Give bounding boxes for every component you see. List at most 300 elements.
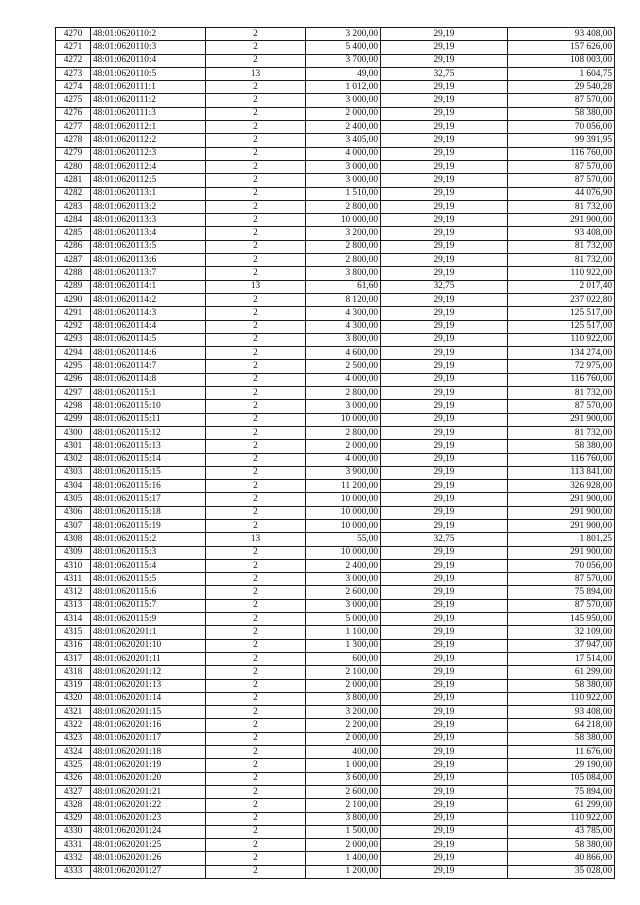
rate-value-cell: 29,19 <box>381 453 508 466</box>
cadastral-number-cell: 48:01:0620115:17 <box>91 493 206 506</box>
cadastral-number-cell: 48:01:0620110:2 <box>91 28 206 41</box>
category-code-cell: 2 <box>206 293 306 306</box>
category-code-cell: 2 <box>206 440 306 453</box>
area-value-cell: 10 000,00 <box>306 214 381 227</box>
cadastral-number-cell: 48:01:0620201:27 <box>91 865 206 878</box>
area-value-cell: 11 200,00 <box>306 480 381 493</box>
category-code-cell: 2 <box>206 692 306 705</box>
cadastral-number-cell: 48:01:0620115:16 <box>91 480 206 493</box>
category-code-cell: 2 <box>206 719 306 732</box>
area-value-cell: 10 000,00 <box>306 413 381 426</box>
row-number-cell: 4277 <box>56 121 91 134</box>
rate-value-cell: 29,19 <box>381 81 508 94</box>
rate-value-cell: 29,19 <box>381 200 508 213</box>
cadastral-value-cell: 81 732,00 <box>508 254 615 267</box>
rate-value-cell: 29,19 <box>381 134 508 147</box>
table-row <box>56 559 615 572</box>
table-row <box>56 160 615 173</box>
area-value-cell: 2 000,00 <box>306 732 381 745</box>
table-row <box>56 746 615 759</box>
cadastral-number-cell: 48:01:0620201:12 <box>91 666 206 679</box>
cadastral-value-cell: 125 517,00 <box>508 320 615 333</box>
category-code-cell: 2 <box>206 41 306 54</box>
row-number-cell: 4270 <box>56 28 91 41</box>
cadastral-number-cell: 48:01:0620201:19 <box>91 759 206 772</box>
row-number-cell: 4307 <box>56 519 91 532</box>
row-number-cell: 4289 <box>56 280 91 293</box>
rate-value-cell: 29,19 <box>381 174 508 187</box>
area-value-cell: 3 900,00 <box>306 466 381 479</box>
cadastral-number-cell: 48:01:0620112:3 <box>91 147 206 160</box>
table-row <box>56 94 615 107</box>
rate-value-cell: 29,19 <box>381 613 508 626</box>
area-value-cell: 1 012,00 <box>306 81 381 94</box>
cadastral-number-cell: 48:01:0620114:2 <box>91 293 206 306</box>
rate-value-cell: 29,19 <box>381 639 508 652</box>
table-row <box>56 440 615 453</box>
table-row <box>56 400 615 413</box>
table-row <box>56 639 615 652</box>
row-number-cell: 4330 <box>56 825 91 838</box>
area-value-cell: 2 000,00 <box>306 839 381 852</box>
table-row <box>56 453 615 466</box>
rate-value-cell: 29,19 <box>381 347 508 360</box>
table-row <box>56 333 615 346</box>
rate-value-cell: 29,19 <box>381 519 508 532</box>
category-code-cell: 2 <box>206 639 306 652</box>
table-row <box>56 825 615 838</box>
table-row <box>56 533 615 546</box>
cadastral-number-cell: 48:01:0620201:10 <box>91 639 206 652</box>
cadastral-value-cell: 61 299,00 <box>508 666 615 679</box>
cadastral-number-cell: 48:01:0620201:14 <box>91 692 206 705</box>
cadastral-number-cell: 48:01:0620115:10 <box>91 400 206 413</box>
row-number-cell: 4275 <box>56 94 91 107</box>
rate-value-cell: 29,19 <box>381 41 508 54</box>
cadastral-value-cell: 108 003,00 <box>508 54 615 67</box>
cadastral-value-cell: 134 274,00 <box>508 347 615 360</box>
cadastral-value-cell: 87 570,00 <box>508 573 615 586</box>
rate-value-cell: 29,19 <box>381 706 508 719</box>
area-value-cell: 8 120,00 <box>306 293 381 306</box>
row-number-cell: 4329 <box>56 812 91 825</box>
cadastral-value-cell: 58 380,00 <box>508 440 615 453</box>
rate-value-cell: 29,19 <box>381 94 508 107</box>
category-code-cell: 2 <box>206 613 306 626</box>
category-code-cell: 2 <box>206 732 306 745</box>
row-number-cell: 4297 <box>56 387 91 400</box>
row-number-cell: 4308 <box>56 533 91 546</box>
cadastral-value-cell: 105 084,00 <box>508 772 615 785</box>
row-number-cell: 4325 <box>56 759 91 772</box>
row-number-cell: 4310 <box>56 559 91 572</box>
cadastral-value-cell: 32 109,00 <box>508 626 615 639</box>
table-row <box>56 347 615 360</box>
category-code-cell: 2 <box>206 480 306 493</box>
category-code-cell: 2 <box>206 373 306 386</box>
table-row <box>56 772 615 785</box>
rate-value-cell: 29,19 <box>381 852 508 865</box>
cadastral-number-cell: 48:01:0620115:13 <box>91 440 206 453</box>
row-number-cell: 4285 <box>56 227 91 240</box>
category-code-cell: 2 <box>206 772 306 785</box>
area-value-cell: 3 200,00 <box>306 706 381 719</box>
cadastral-value-cell: 81 732,00 <box>508 426 615 439</box>
area-value-cell: 3 600,00 <box>306 772 381 785</box>
table-body <box>56 28 615 879</box>
category-code-cell: 2 <box>206 493 306 506</box>
category-code-cell: 2 <box>206 586 306 599</box>
cadastral-value-cell: 291 900,00 <box>508 506 615 519</box>
area-value-cell: 4 600,00 <box>306 347 381 360</box>
cadastral-number-cell: 48:01:0620112:5 <box>91 174 206 187</box>
category-code-cell: 2 <box>206 626 306 639</box>
rate-value-cell: 29,19 <box>381 267 508 280</box>
table-row <box>56 41 615 54</box>
area-value-cell: 10 000,00 <box>306 519 381 532</box>
category-code-cell: 13 <box>206 533 306 546</box>
row-number-cell: 4301 <box>56 440 91 453</box>
table-row <box>56 240 615 253</box>
area-value-cell: 3 405,00 <box>306 134 381 147</box>
row-number-cell: 4291 <box>56 307 91 320</box>
category-code-cell: 13 <box>206 280 306 293</box>
area-value-cell: 2 100,00 <box>306 799 381 812</box>
category-code-cell: 2 <box>206 187 306 200</box>
table-row <box>56 387 615 400</box>
cadastral-number-cell: 48:01:0620201:13 <box>91 679 206 692</box>
row-number-cell: 4324 <box>56 746 91 759</box>
area-value-cell: 1 300,00 <box>306 639 381 652</box>
rate-value-cell: 29,19 <box>381 719 508 732</box>
rate-value-cell: 29,19 <box>381 586 508 599</box>
table-row <box>56 174 615 187</box>
table-row <box>56 599 615 612</box>
cadastral-value-cell: 110 922,00 <box>508 692 615 705</box>
row-number-cell: 4326 <box>56 772 91 785</box>
table-row <box>56 214 615 227</box>
category-code-cell: 2 <box>206 706 306 719</box>
area-value-cell: 3 200,00 <box>306 227 381 240</box>
table-row <box>56 692 615 705</box>
row-number-cell: 4319 <box>56 679 91 692</box>
row-number-cell: 4327 <box>56 785 91 798</box>
category-code-cell: 2 <box>206 466 306 479</box>
cadastral-number-cell: 48:01:0620113:3 <box>91 214 206 227</box>
row-number-cell: 4322 <box>56 719 91 732</box>
area-value-cell: 3 000,00 <box>306 599 381 612</box>
rate-value-cell: 29,19 <box>381 240 508 253</box>
cadastral-value-cell: 145 950,00 <box>508 613 615 626</box>
cadastral-value-cell: 110 922,00 <box>508 333 615 346</box>
cadastral-number-cell: 48:01:0620201:17 <box>91 732 206 745</box>
cadastral-number-cell: 48:01:0620201:24 <box>91 825 206 838</box>
cadastral-number-cell: 48:01:0620113:2 <box>91 200 206 213</box>
row-number-cell: 4321 <box>56 706 91 719</box>
table-row <box>56 799 615 812</box>
area-value-cell: 2 000,00 <box>306 679 381 692</box>
cadastral-number-cell: 48:01:0620201:22 <box>91 799 206 812</box>
category-code-cell: 2 <box>206 160 306 173</box>
category-code-cell: 2 <box>206 559 306 572</box>
category-code-cell: 2 <box>206 400 306 413</box>
category-code-cell: 2 <box>206 147 306 160</box>
cadastral-number-cell: 48:01:0620114:4 <box>91 320 206 333</box>
row-number-cell: 4299 <box>56 413 91 426</box>
rate-value-cell: 29,19 <box>381 799 508 812</box>
table-row <box>56 666 615 679</box>
row-number-cell: 4306 <box>56 506 91 519</box>
category-code-cell: 2 <box>206 666 306 679</box>
rate-value-cell: 29,19 <box>381 599 508 612</box>
category-code-cell: 2 <box>206 746 306 759</box>
cadastral-value-cell: 58 380,00 <box>508 839 615 852</box>
cadastral-value-cell: 37 947,00 <box>508 639 615 652</box>
area-value-cell: 49,00 <box>306 67 381 80</box>
row-number-cell: 4271 <box>56 41 91 54</box>
cadastral-value-cell: 87 570,00 <box>508 174 615 187</box>
cadastral-number-cell: 48:01:0620201:11 <box>91 652 206 665</box>
table-row <box>56 67 615 80</box>
table-row <box>56 293 615 306</box>
table-row <box>56 227 615 240</box>
table-row <box>56 320 615 333</box>
area-value-cell: 5 400,00 <box>306 41 381 54</box>
rate-value-cell: 29,19 <box>381 214 508 227</box>
table-row <box>56 785 615 798</box>
cadastral-value-cell: 87 570,00 <box>508 160 615 173</box>
cadastral-number-cell: 48:01:0620113:4 <box>91 227 206 240</box>
area-value-cell: 4 300,00 <box>306 307 381 320</box>
row-number-cell: 4296 <box>56 373 91 386</box>
area-value-cell: 4 000,00 <box>306 147 381 160</box>
row-number-cell: 4331 <box>56 839 91 852</box>
cadastral-number-cell: 48:01:0620115:7 <box>91 599 206 612</box>
area-value-cell: 2 400,00 <box>306 121 381 134</box>
row-number-cell: 4276 <box>56 107 91 120</box>
table-row <box>56 28 615 41</box>
cadastral-number-cell: 48:01:0620111:2 <box>91 94 206 107</box>
cadastral-value-cell: 72 975,00 <box>508 360 615 373</box>
row-number-cell: 4333 <box>56 865 91 878</box>
area-value-cell: 2 100,00 <box>306 666 381 679</box>
cadastral-value-cell: 1 801,25 <box>508 533 615 546</box>
row-number-cell: 4302 <box>56 453 91 466</box>
table-row <box>56 573 615 586</box>
rate-value-cell: 29,19 <box>381 506 508 519</box>
table-row <box>56 759 615 772</box>
area-value-cell: 2 600,00 <box>306 586 381 599</box>
area-value-cell: 2 800,00 <box>306 426 381 439</box>
area-value-cell: 55,00 <box>306 533 381 546</box>
table-row <box>56 586 615 599</box>
cadastral-number-cell: 48:01:0620114:3 <box>91 307 206 320</box>
table-row <box>56 706 615 719</box>
area-value-cell: 1 500,00 <box>306 825 381 838</box>
rate-value-cell: 29,19 <box>381 626 508 639</box>
cadastral-number-cell: 48:01:0620201:18 <box>91 746 206 759</box>
row-number-cell: 4295 <box>56 360 91 373</box>
category-code-cell: 2 <box>206 200 306 213</box>
cadastral-number-cell: 48:01:0620112:2 <box>91 134 206 147</box>
rate-value-cell: 29,19 <box>381 121 508 134</box>
category-code-cell: 2 <box>206 825 306 838</box>
row-number-cell: 4317 <box>56 652 91 665</box>
rate-value-cell: 29,19 <box>381 466 508 479</box>
cadastral-value-cell: 113 841,00 <box>508 466 615 479</box>
category-code-cell: 2 <box>206 453 306 466</box>
category-code-cell: 2 <box>206 174 306 187</box>
cadastral-value-cell: 44 076,90 <box>508 187 615 200</box>
cadastral-number-cell: 48:01:0620111:3 <box>91 107 206 120</box>
rate-value-cell: 29,19 <box>381 320 508 333</box>
area-value-cell: 5 000,00 <box>306 613 381 626</box>
area-value-cell: 1 000,00 <box>306 759 381 772</box>
cadastral-number-cell: 48:01:0620115:19 <box>91 519 206 532</box>
category-code-cell: 2 <box>206 254 306 267</box>
category-code-cell: 2 <box>206 812 306 825</box>
category-code-cell: 2 <box>206 214 306 227</box>
row-number-cell: 4284 <box>56 214 91 227</box>
category-code-cell: 2 <box>206 240 306 253</box>
rate-value-cell: 29,19 <box>381 227 508 240</box>
rate-value-cell: 29,19 <box>381 692 508 705</box>
row-number-cell: 4286 <box>56 240 91 253</box>
cadastral-value-cell: 11 676,00 <box>508 746 615 759</box>
cadastral-value-cell: 58 380,00 <box>508 107 615 120</box>
row-number-cell: 4281 <box>56 174 91 187</box>
cadastral-number-cell: 48:01:0620114:1 <box>91 280 206 293</box>
cadastral-value-cell: 291 900,00 <box>508 214 615 227</box>
cadastral-value-cell: 291 900,00 <box>508 413 615 426</box>
cadastral-value-cell: 125 517,00 <box>508 307 615 320</box>
table-row <box>56 546 615 559</box>
table-row <box>56 466 615 479</box>
category-code-cell: 2 <box>206 426 306 439</box>
row-number-cell: 4290 <box>56 293 91 306</box>
table-row <box>56 613 615 626</box>
area-value-cell: 1 400,00 <box>306 852 381 865</box>
area-value-cell: 4 000,00 <box>306 453 381 466</box>
category-code-cell: 2 <box>206 121 306 134</box>
category-code-cell: 2 <box>206 54 306 67</box>
table-row <box>56 480 615 493</box>
cadastral-value-cell: 157 626,00 <box>508 41 615 54</box>
area-value-cell: 2 600,00 <box>306 785 381 798</box>
rate-value-cell: 29,19 <box>381 785 508 798</box>
table-row <box>56 812 615 825</box>
cadastral-number-cell: 48:01:0620113:5 <box>91 240 206 253</box>
area-value-cell: 3 800,00 <box>306 267 381 280</box>
category-code-cell: 2 <box>206 347 306 360</box>
category-code-cell: 2 <box>206 413 306 426</box>
rate-value-cell: 29,19 <box>381 825 508 838</box>
cadastral-value-cell: 75 894,00 <box>508 586 615 599</box>
cadastral-value-cell: 58 380,00 <box>508 679 615 692</box>
area-value-cell: 10 000,00 <box>306 493 381 506</box>
category-code-cell: 13 <box>206 67 306 80</box>
cadastral-number-cell: 48:01:0620110:4 <box>91 54 206 67</box>
category-code-cell: 2 <box>206 546 306 559</box>
cadastral-value-cell: 70 056,00 <box>508 559 615 572</box>
row-number-cell: 4292 <box>56 320 91 333</box>
rate-value-cell: 32,75 <box>381 533 508 546</box>
table-row <box>56 732 615 745</box>
area-value-cell: 2 000,00 <box>306 440 381 453</box>
table-row <box>56 121 615 134</box>
row-number-cell: 4316 <box>56 639 91 652</box>
category-code-cell: 2 <box>206 799 306 812</box>
cadastral-number-cell: 48:01:0620115:12 <box>91 426 206 439</box>
row-number-cell: 4274 <box>56 81 91 94</box>
category-code-cell: 2 <box>206 107 306 120</box>
area-value-cell: 1 200,00 <box>306 865 381 878</box>
rate-value-cell: 29,19 <box>381 440 508 453</box>
table-row <box>56 519 615 532</box>
cadastral-number-cell: 48:01:0620201:16 <box>91 719 206 732</box>
category-code-cell: 2 <box>206 28 306 41</box>
cadastral-value-cell: 29 190,00 <box>508 759 615 772</box>
category-code-cell: 2 <box>206 506 306 519</box>
cadastral-number-cell: 48:01:0620115:3 <box>91 546 206 559</box>
row-number-cell: 4303 <box>56 466 91 479</box>
cadastral-number-cell: 48:01:0620201:23 <box>91 812 206 825</box>
area-value-cell: 3 200,00 <box>306 28 381 41</box>
table-row <box>56 107 615 120</box>
table-row <box>56 200 615 213</box>
cadastral-number-cell: 48:01:0620114:6 <box>91 347 206 360</box>
table-row <box>56 719 615 732</box>
rate-value-cell: 29,19 <box>381 307 508 320</box>
cadastral-number-cell: 48:01:0620115:2 <box>91 533 206 546</box>
row-number-cell: 4283 <box>56 200 91 213</box>
area-value-cell: 3 800,00 <box>306 692 381 705</box>
row-number-cell: 4309 <box>56 546 91 559</box>
area-value-cell: 2 400,00 <box>306 559 381 572</box>
table-row <box>56 81 615 94</box>
rate-value-cell: 29,19 <box>381 559 508 572</box>
area-value-cell: 10 000,00 <box>306 546 381 559</box>
cadastral-number-cell: 48:01:0620114:8 <box>91 373 206 386</box>
cadastral-number-cell: 48:01:0620112:4 <box>91 160 206 173</box>
category-code-cell: 2 <box>206 267 306 280</box>
cadastral-number-cell: 48:01:0620201:21 <box>91 785 206 798</box>
area-value-cell: 2 800,00 <box>306 200 381 213</box>
table-row <box>56 493 615 506</box>
area-value-cell: 3 000,00 <box>306 94 381 107</box>
cadastral-value-cell: 29 540,28 <box>508 81 615 94</box>
area-value-cell: 3 000,00 <box>306 160 381 173</box>
area-value-cell: 3 000,00 <box>306 174 381 187</box>
rate-value-cell: 29,19 <box>381 812 508 825</box>
rate-value-cell: 29,19 <box>381 759 508 772</box>
row-number-cell: 4305 <box>56 493 91 506</box>
area-value-cell: 4 000,00 <box>306 373 381 386</box>
table-row <box>56 506 615 519</box>
cadastral-number-cell: 48:01:0620201:26 <box>91 852 206 865</box>
cadastral-value-cell: 326 928,00 <box>508 480 615 493</box>
area-value-cell: 3 700,00 <box>306 54 381 67</box>
row-number-cell: 4315 <box>56 626 91 639</box>
cadastral-number-cell: 48:01:0620115:11 <box>91 413 206 426</box>
table-row <box>56 865 615 878</box>
category-code-cell: 2 <box>206 852 306 865</box>
cadastral-value-cell: 43 785,00 <box>508 825 615 838</box>
row-number-cell: 4282 <box>56 187 91 200</box>
cadastral-number-cell: 48:01:0620201:25 <box>91 839 206 852</box>
category-code-cell: 2 <box>206 865 306 878</box>
category-code-cell: 2 <box>206 134 306 147</box>
